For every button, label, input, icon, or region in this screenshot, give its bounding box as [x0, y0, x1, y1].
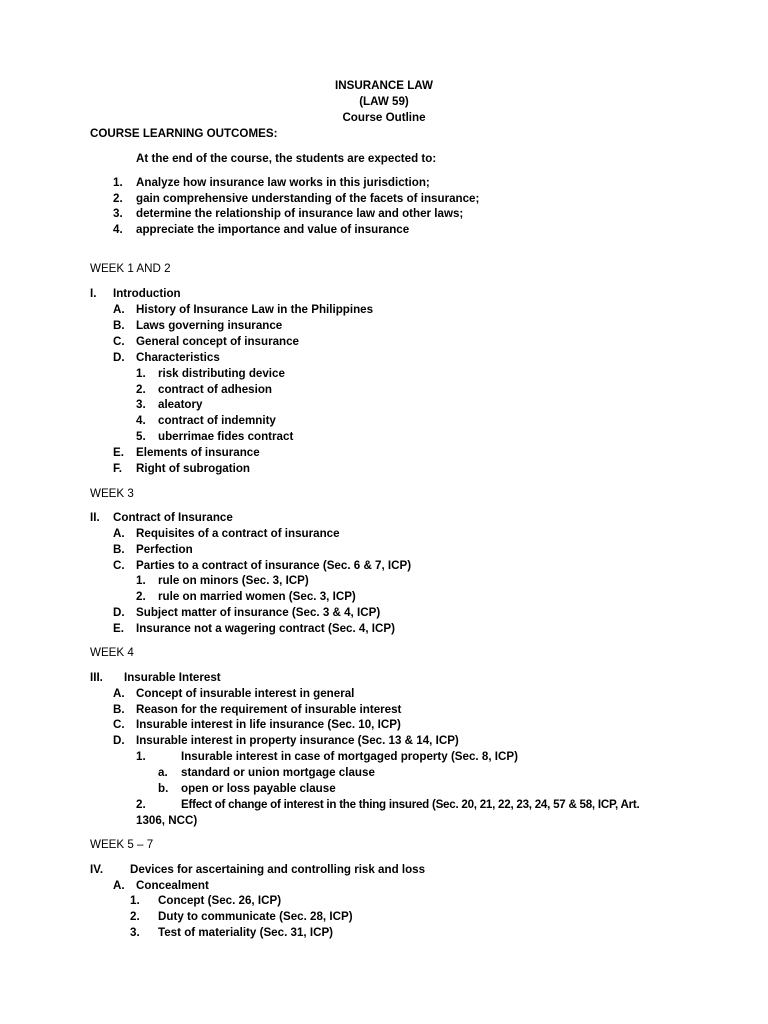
week-label: WEEK 3	[90, 487, 134, 500]
topic-text: Insurable interest in property insurance (Sec. 13 & 14, ICP)	[136, 734, 459, 747]
topic-text: Concealment	[136, 879, 209, 892]
outcome-item	[113, 175, 123, 191]
section-title: Insurable Interest	[124, 671, 221, 684]
subtopic-text: contract of adhesion	[158, 383, 273, 396]
outcome-num: 2.	[113, 192, 123, 205]
topic-text: Insurable interest in life insurance (Sec. 10, ICP)	[136, 718, 401, 731]
subtopic-text: rule on minors (Sec. 3, ICP)	[158, 574, 309, 587]
topic-text: Right of subrogation	[136, 462, 250, 475]
topic-text: Characteristics	[136, 351, 220, 364]
subtopic-num: 1.	[136, 750, 146, 763]
course-code: (LAW 59)	[359, 95, 409, 108]
subtopic-num: 3.	[130, 926, 140, 939]
topic-text: Requisites of a contract of insurance	[136, 527, 340, 540]
topic-num: D.	[113, 351, 125, 364]
subtopic-text: Insurable interest in case of mortgaged property (Sec. 8, ICP)	[181, 750, 518, 763]
topic-num: E.	[113, 622, 124, 635]
topic-num: E.	[113, 446, 124, 459]
outcome-text: appreciate the importance and value of insurance	[136, 223, 410, 236]
subtopic-num: 1.	[130, 894, 140, 907]
subtopic-num: 2.	[136, 798, 146, 811]
topic-num: C.	[113, 559, 125, 572]
subtopic-text: Duty to communicate (Sec. 28, ICP)	[158, 910, 353, 923]
subtopic-text: risk distributing device	[158, 367, 285, 380]
topic-text: Reason for the requirement of insurable interest	[136, 703, 402, 716]
topic-text: Parties to a contract of insurance (Sec. 6 & 7, ICP)	[136, 559, 412, 572]
outcome-text: determine the relationship of insurance law and other laws;	[136, 207, 464, 220]
topic-num: B.	[113, 543, 125, 556]
topic-text: Perfection	[136, 543, 193, 556]
subtopic-num: 1.	[136, 574, 146, 587]
section-title: Devices for ascertaining and controlling risk and loss	[130, 863, 426, 876]
section-title: Introduction	[113, 287, 181, 300]
subtopic-num: 3.	[136, 398, 146, 411]
subtopic-text: rule on married women (Sec. 3, ICP)	[158, 590, 356, 603]
subtopic-num: 2.	[130, 910, 140, 923]
document-subtitle: Course Outline	[342, 111, 426, 124]
topic-num: F.	[113, 462, 123, 475]
subtopic-num: 2.	[136, 590, 146, 603]
topic-num: B.	[113, 319, 125, 332]
week-label: WEEK 4	[90, 646, 134, 659]
outcome-num: 1.	[113, 176, 123, 189]
outcome-text: Analyze how insurance law works in this jurisdiction;	[136, 176, 430, 189]
week-label: WEEK 1 AND 2	[90, 262, 171, 275]
topic-text: History of Insurance Law in the Philippines	[136, 303, 374, 316]
outcome-text: gain comprehensive understanding of the facets of insurance;	[136, 192, 480, 205]
section-num: III.	[90, 671, 103, 684]
topic-text: Insurance not a wagering contract (Sec. 4, ICP)	[136, 622, 395, 635]
clause-num: b.	[158, 782, 169, 795]
topic-num: A.	[113, 527, 125, 540]
topic-num: A.	[113, 879, 125, 892]
outcome-item	[113, 206, 123, 222]
subtopic-text: contract of indemnity	[158, 414, 276, 427]
subtopic-num: 4.	[136, 414, 146, 427]
topic-text: General concept of insurance	[136, 335, 300, 348]
week-label: WEEK 5 – 7	[90, 838, 154, 851]
section-num: IV.	[90, 863, 104, 876]
topic-text: Elements of insurance	[136, 446, 260, 459]
topic-num: B.	[113, 703, 125, 716]
subtopic-text-continued: 1306, NCC)	[136, 814, 198, 827]
clause-text: standard or union mortgage clause	[181, 766, 375, 779]
topic-num: A.	[113, 687, 125, 700]
clause-text: open or loss payable clause	[181, 782, 336, 795]
subtopic-text: Effect of change of interest in the thing insured (Sec. 20, 21, 22, 23, 24, 57 & 58, ICP, Art.	[181, 798, 640, 811]
section-num: I.	[90, 287, 97, 300]
topic-text: Concept of insurable interest in general	[136, 687, 355, 700]
topic-num: A.	[113, 303, 125, 316]
subtopic-num: 2.	[136, 383, 146, 396]
topic-text: Subject matter of insurance (Sec. 3 & 4, ICP)	[136, 606, 381, 619]
section-num: II.	[90, 511, 100, 524]
subtopic-text: aleatory	[158, 398, 203, 411]
clause-num: a.	[158, 766, 168, 779]
outcome-item	[113, 222, 123, 238]
topic-text: Laws governing insurance	[136, 319, 283, 332]
outcomes-intro: At the end of the course, the students are expected to:	[136, 152, 437, 165]
section-title: Contract of Insurance	[113, 511, 233, 524]
subtopic-text: Test of materiality (Sec. 31, ICP)	[158, 926, 334, 939]
outcomes-heading: COURSE LEARNING OUTCOMES:	[90, 127, 278, 140]
subtopic-text: Concept (Sec. 26, ICP)	[158, 894, 282, 907]
subtopic-num: 5.	[136, 430, 146, 443]
outcome-num: 4.	[113, 223, 123, 236]
document-title: INSURANCE LAW	[335, 79, 433, 92]
topic-num: D.	[113, 734, 125, 747]
outcome-item	[113, 191, 123, 207]
topic-num: C.	[113, 718, 125, 731]
topic-num: C.	[113, 335, 125, 348]
outcome-num: 3.	[113, 207, 123, 220]
subtopic-num: 1.	[136, 367, 146, 380]
topic-num: D.	[113, 606, 125, 619]
subtopic-text: uberrimae fides contract	[158, 430, 294, 443]
